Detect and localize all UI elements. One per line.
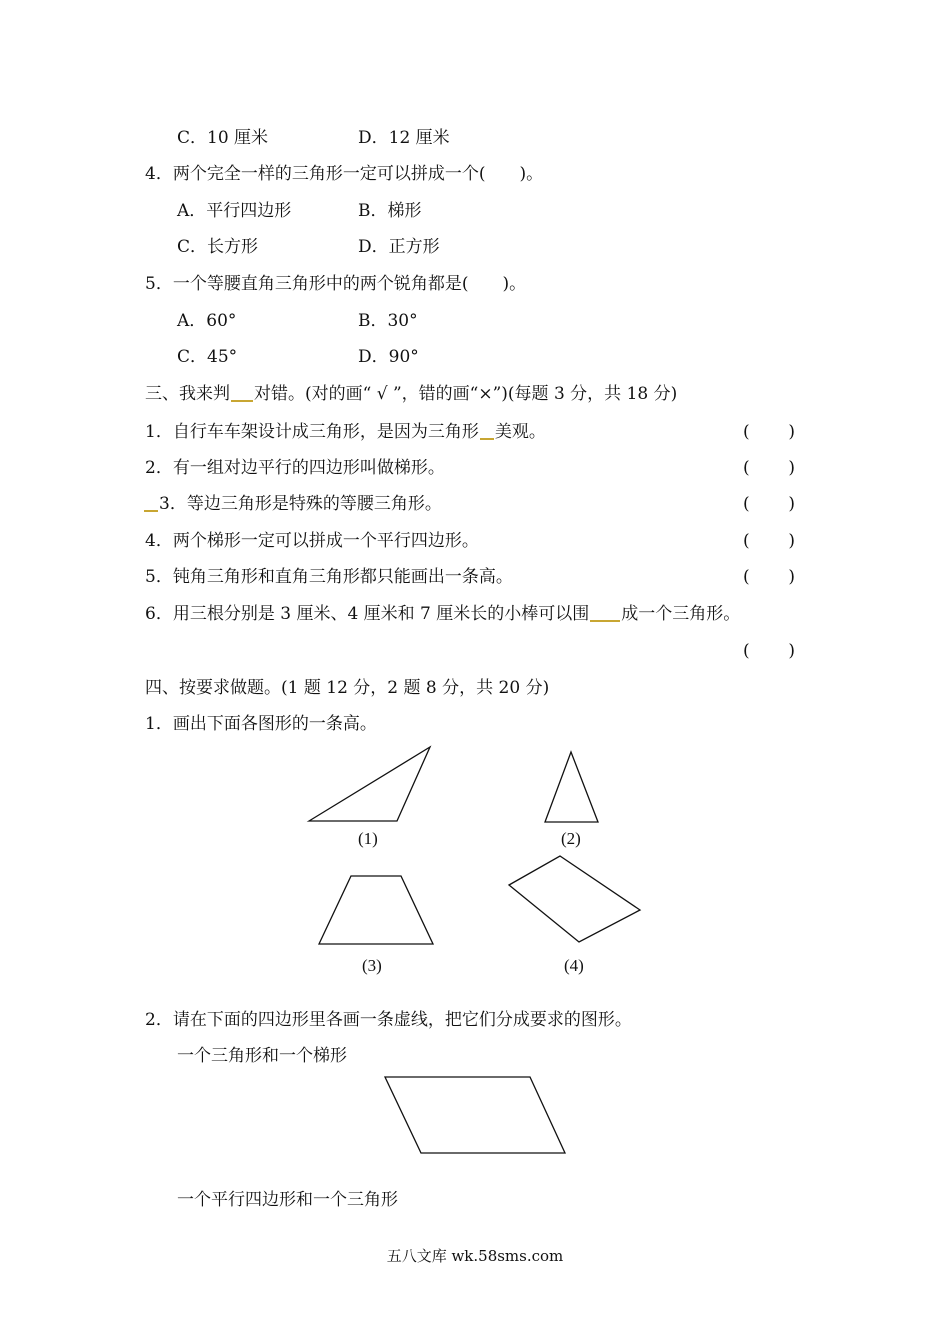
- section4-title: 四、按要求做题。(1 题 12 分，2 题 8 分，共 20 分): [145, 678, 550, 698]
- q4-option-c: C．长方形: [177, 237, 259, 257]
- q4-option-b: B．梯形: [358, 201, 422, 221]
- judge-item-3-text: 3．等边三角形是特殊的等腰三角形。: [159, 494, 442, 514]
- judge-item-6-tail: 成一个三角形。: [621, 604, 741, 624]
- paren-close: ): [788, 422, 795, 442]
- paren-open: (: [743, 531, 750, 551]
- section4-q2: 2．请在下面的四边形里各画一条虚线，把它们分成要求的图形。: [145, 1010, 632, 1030]
- paren-close: ): [788, 494, 795, 514]
- q2-sub2: 一个平行四边形和一个三角形: [177, 1190, 398, 1210]
- paren-open: (: [743, 567, 750, 587]
- figure-4-rhombus[interactable]: [509, 856, 640, 942]
- judge-item-4: 4．两个梯形一定可以拼成一个平行四边形。: [145, 531, 479, 551]
- paren-close: ): [788, 458, 795, 478]
- q2-sub1: 一个三角形和一个梯形: [177, 1046, 347, 1066]
- section4-q1: 1．画出下面各图形的一条高。: [145, 714, 377, 734]
- q5-option-a: A．60°: [177, 311, 237, 331]
- q5-question: 5．一个等腰直角三角形中的两个锐角都是( )。: [145, 274, 527, 294]
- section3-title-part2: 对错。(对的画“ √ ”，错的画“×”)(每题 3 分，共 18 分): [254, 384, 678, 404]
- judge-item-2: 2．有一组对边平行的四边形叫做梯形。: [145, 458, 445, 478]
- figure-3-trapezoid[interactable]: [319, 876, 433, 944]
- q4-question: 4．两个完全一样的三角形一定可以拼成一个( )。: [145, 164, 544, 184]
- judge-item-1-tail: 美观。: [494, 422, 546, 442]
- q5-option-d: D．90°: [358, 347, 419, 367]
- paren-open: (: [743, 641, 750, 661]
- q4-option-a: A．平行四边形: [177, 201, 292, 221]
- judge-item-5: 5．钝角三角形和直角三角形都只能画出一条高。: [145, 567, 513, 587]
- figure-label-4: (4): [564, 956, 584, 975]
- paren-open: (: [743, 494, 750, 514]
- figure-1-obtuse-triangle[interactable]: [309, 747, 430, 821]
- footer-watermark: 五八文库 wk.58sms.com: [386, 1247, 564, 1265]
- paren-open: (: [743, 458, 750, 478]
- judge-item-1-text: 1．自行车车架设计成三角形，是因为三角形: [145, 422, 479, 442]
- figure-label-2: (2): [561, 829, 581, 848]
- paren-close: ): [788, 641, 795, 661]
- q5-option-c: C．45°: [177, 347, 238, 367]
- q3-option-c: C．10 厘米: [177, 128, 269, 148]
- paren-open: (: [743, 422, 750, 442]
- figure-label-3: (3): [362, 956, 382, 975]
- q3-option-d: D．12 厘米: [358, 128, 450, 148]
- judge-item-6-text: 6．用三根分别是 3 厘米、4 厘米和 7 厘米长的小棒可以围: [145, 604, 590, 624]
- section3-title-part1: 三、我来判: [145, 384, 230, 404]
- figure-label-1: (1): [358, 829, 378, 848]
- figure-2-isosceles-triangle[interactable]: [545, 752, 598, 822]
- parallelogram[interactable]: [385, 1077, 565, 1153]
- q4-option-d: D．正方形: [358, 237, 440, 257]
- paren-close: ): [788, 531, 795, 551]
- paren-close: ): [788, 567, 795, 587]
- q5-option-b: B．30°: [358, 311, 418, 331]
